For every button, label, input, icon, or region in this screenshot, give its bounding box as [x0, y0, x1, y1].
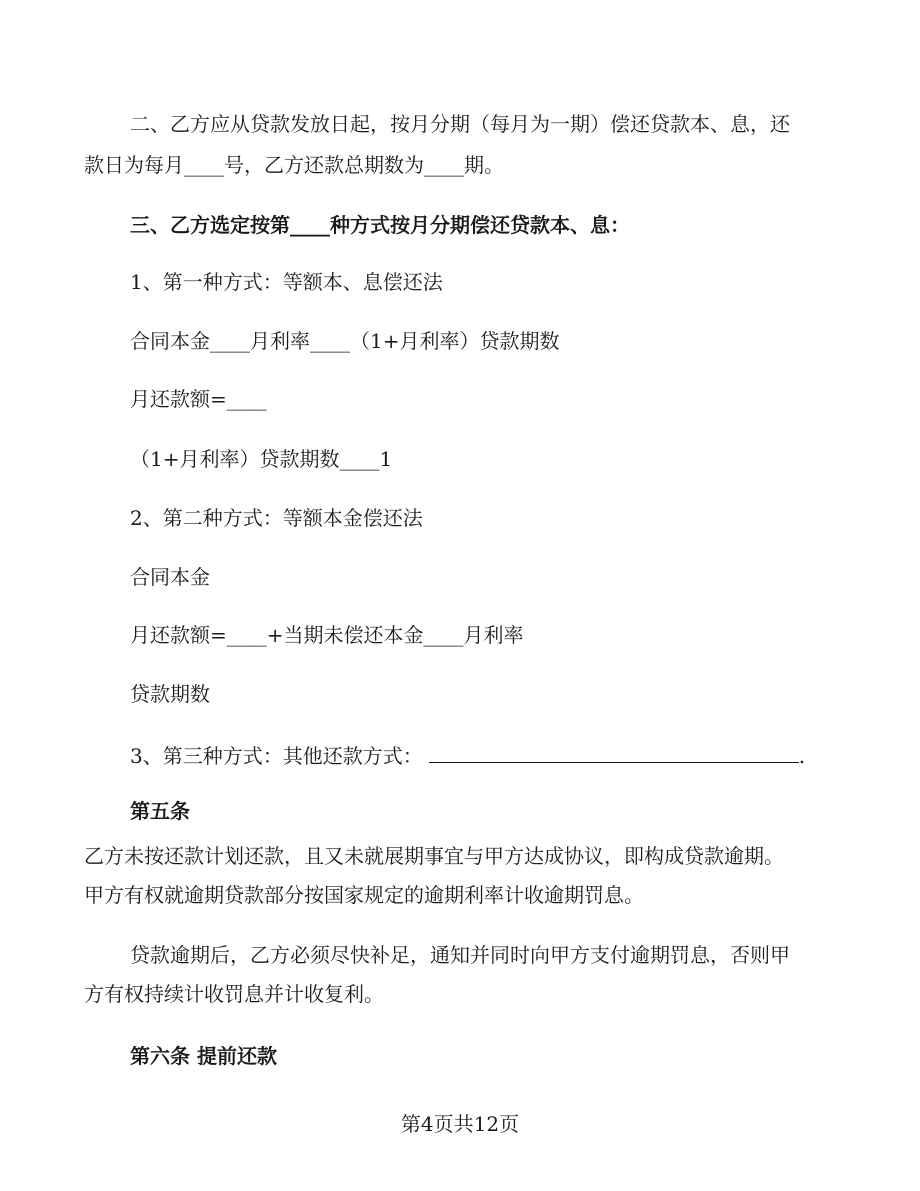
article5-para1-line2: 甲方有权就逾期贷款部分按国家规定的逾期利率计收逾期罚息。 [84, 883, 644, 907]
method3-tail: . [798, 744, 806, 768]
article5-para2-line2: 方有权持续计收罚息并计收复利。 [84, 982, 384, 1006]
article6-heading: 第六条 提前还款 [130, 1044, 277, 1068]
article5-heading: 第五条 [130, 799, 190, 823]
method2-formula-line2: 月还款额=____+当期未偿还本金____月利率 [130, 623, 524, 647]
method1-formula-line2: 月还款额=____ [130, 387, 267, 411]
method2-title: 2、第二种方式：等额本金偿还法 [130, 506, 423, 530]
clause2-line2: 款日为每月____号，乙方还款总期数为____期。 [84, 153, 504, 177]
method3-title: 3、第三种方式：其他还款方式： [130, 744, 423, 768]
method1-formula-line3: （1+月利率）贷款期数____1 [130, 447, 393, 471]
clause2-line1: 二、乙方应从贷款发放日起，按月分期（每月为一期）偿还贷款本、息，还 [130, 112, 790, 136]
method2-formula-line3: 贷款期数 [130, 682, 210, 706]
method1-title: 1、第一种方式：等额本、息偿还法 [130, 270, 443, 294]
method2-formula-line1: 合同本金 [130, 565, 210, 589]
method1-formula-line1: 合同本金____月利率____（1+月利率）贷款期数 [130, 329, 560, 353]
method3-blank [429, 740, 799, 763]
article5-para1-line1: 乙方未按还款计划还款，且又未就展期事宜与甲方达成协议，即构成贷款逾期。 [84, 844, 784, 868]
page-number-footer: 第4页共12页 [400, 1112, 520, 1136]
method3-line [130, 740, 920, 770]
clause3-heading: 三、乙方选定按第____种方式按月分期偿还贷款本、息： [130, 213, 630, 237]
article5-para2-line1: 贷款逾期后，乙方必须尽快补足，通知并同时向甲方支付逾期罚息，否则甲 [130, 943, 790, 967]
